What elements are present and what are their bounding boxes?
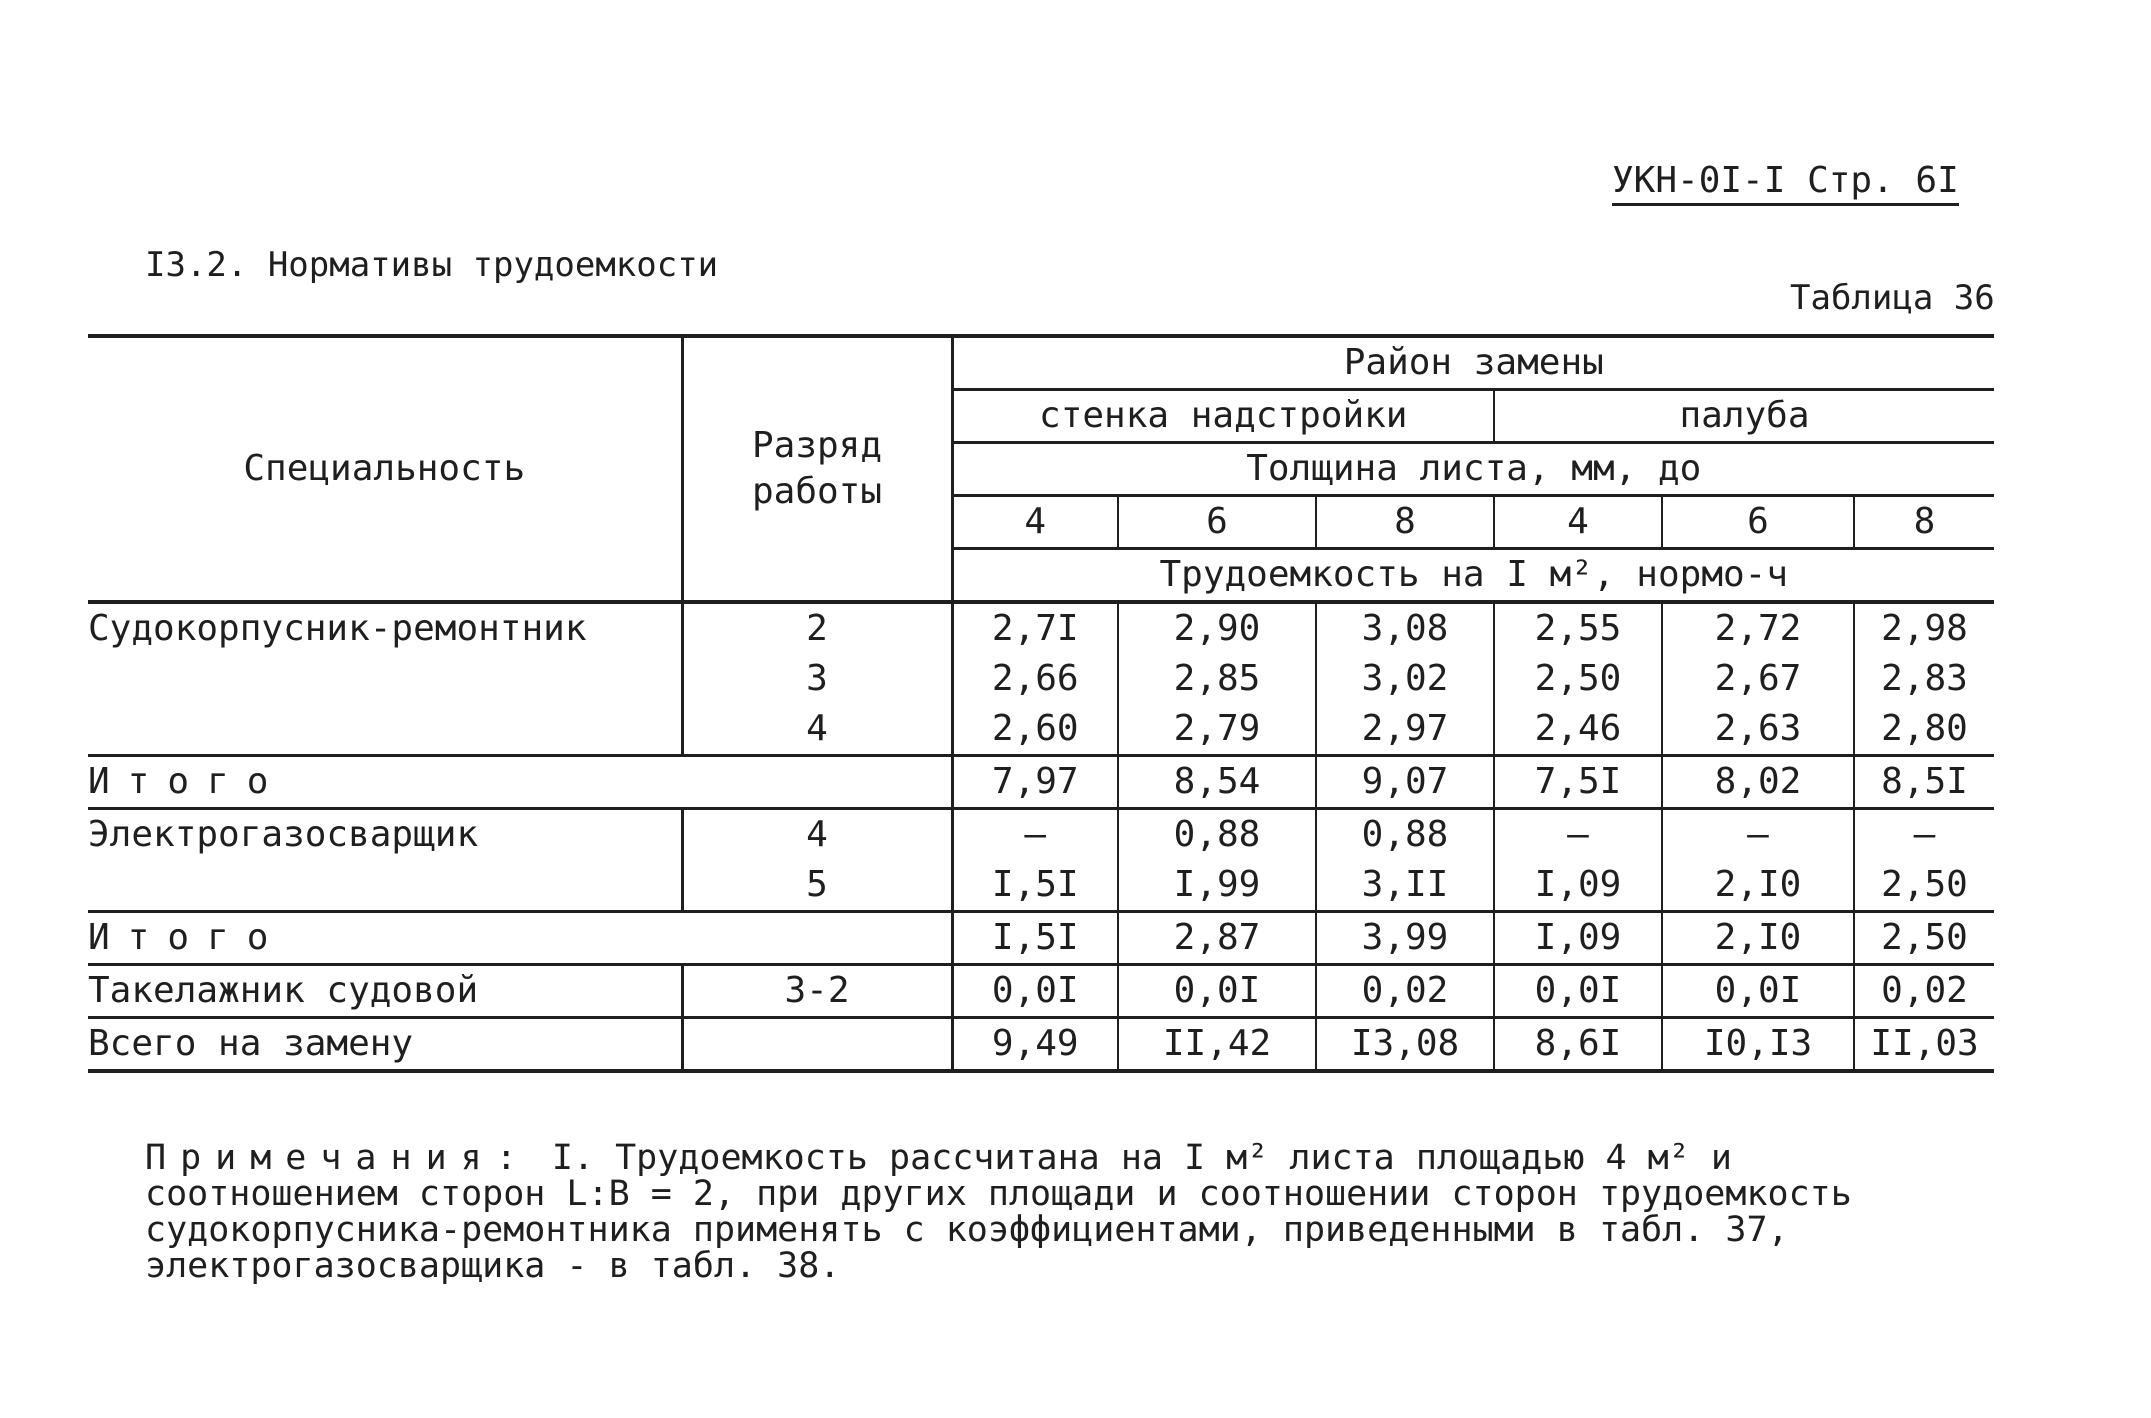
specialty-cell: Такелажник судовой <box>88 965 682 1018</box>
value-cell: 2,85 <box>1118 654 1316 704</box>
value-cell: 0,88 <box>1316 809 1494 861</box>
specialty-cell <box>88 860 682 912</box>
value-cell: 0,0I <box>1118 965 1316 1018</box>
grade-cell: 4 <box>682 704 952 756</box>
specialty-cell: Судокорпусник-ремонтник <box>88 602 682 654</box>
value-cell: 8,02 <box>1662 756 1854 809</box>
section-title: I3.2. Нормативы трудоемкости <box>145 245 719 285</box>
value-cell: 2,80 <box>1854 704 1994 756</box>
table-row <box>88 654 1994 704</box>
value-cell: 2,72 <box>1662 602 1854 654</box>
table-row <box>88 809 1994 861</box>
value-cell: 7,5I <box>1494 756 1662 809</box>
value-cell: 2,63 <box>1662 704 1854 756</box>
value-cell: 3,02 <box>1316 654 1494 704</box>
value-cell: 2,50 <box>1854 860 1994 912</box>
value-cell: – <box>1494 809 1662 861</box>
grade-cell: 4 <box>682 809 952 861</box>
value-cell: 2,79 <box>1118 704 1316 756</box>
value-cell: II,42 <box>1118 1018 1316 1072</box>
value-cell: 2,55 <box>1494 602 1662 654</box>
note <box>145 1140 1995 1284</box>
table-label: Таблица 36 <box>1790 278 1995 318</box>
value-cell: 0,0I <box>1494 965 1662 1018</box>
header-labor: Трудоемкость на I м², нормо-ч <box>952 549 1994 603</box>
value-cell: 0,02 <box>1854 965 1994 1018</box>
thickness-cell: 4 <box>952 496 1118 549</box>
header-wall: стенка надстройки <box>952 390 1494 443</box>
grade-cell: 3-2 <box>682 965 952 1018</box>
value-cell: 0,88 <box>1118 809 1316 861</box>
header-zone: Район замены <box>952 336 1994 390</box>
header-deck: палуба <box>1494 390 1994 443</box>
specialty-cell <box>88 654 682 704</box>
table-row <box>88 756 1994 809</box>
value-cell: – <box>952 809 1118 861</box>
value-cell: 9,49 <box>952 1018 1118 1072</box>
grade-cell <box>682 756 952 809</box>
grade-cell: 2 <box>682 602 952 654</box>
value-cell: 8,6I <box>1494 1018 1662 1072</box>
specialty-cell: Итого <box>88 756 682 809</box>
table-row <box>88 965 1994 1018</box>
value-cell: 9,07 <box>1316 756 1494 809</box>
value-cell: 2,90 <box>1118 602 1316 654</box>
table-row <box>88 704 1994 756</box>
value-cell: I,09 <box>1494 860 1662 912</box>
table-row <box>88 912 1994 965</box>
value-cell: 7,97 <box>952 756 1118 809</box>
value-cell: 2,50 <box>1854 912 1994 965</box>
specialty-cell <box>88 704 682 756</box>
header-thickness: Толщина листа, мм, до <box>952 443 1994 496</box>
value-cell: 2,87 <box>1118 912 1316 965</box>
value-cell: 2,I0 <box>1662 860 1854 912</box>
specialty-cell: Электрогазосварщик <box>88 809 682 861</box>
value-cell: I3,08 <box>1316 1018 1494 1072</box>
value-cell: 0,02 <box>1316 965 1494 1018</box>
thickness-cell: 8 <box>1316 496 1494 549</box>
table-row <box>88 1018 1994 1072</box>
value-cell: – <box>1854 809 1994 861</box>
specialty-cell: Итого <box>88 912 682 965</box>
header-specialty: Специальность <box>88 336 682 602</box>
table-row <box>88 860 1994 912</box>
value-cell: 2,46 <box>1494 704 1662 756</box>
labor-norms-table <box>88 334 1994 1073</box>
value-cell: 2,98 <box>1854 602 1994 654</box>
value-cell: – <box>1662 809 1854 861</box>
value-cell: 2,60 <box>952 704 1118 756</box>
thickness-cell: 6 <box>1118 496 1316 549</box>
value-cell: 2,50 <box>1494 654 1662 704</box>
table-row <box>88 602 1994 654</box>
note-label: Примечания: <box>145 1138 531 1178</box>
value-cell: 0,0I <box>1662 965 1854 1018</box>
value-cell: 8,54 <box>1118 756 1316 809</box>
value-cell: I,99 <box>1118 860 1316 912</box>
thickness-cell: 6 <box>1662 496 1854 549</box>
value-cell: 0,0I <box>952 965 1118 1018</box>
value-cell: I,5I <box>952 912 1118 965</box>
value-cell: II,03 <box>1854 1018 1994 1072</box>
specialty-cell: Всего на замену <box>88 1018 682 1072</box>
value-cell: 2,7I <box>952 602 1118 654</box>
value-cell: 2,97 <box>1316 704 1494 756</box>
grade-cell: 3 <box>682 654 952 704</box>
thickness-cell: 4 <box>1494 496 1662 549</box>
value-cell: I,5I <box>952 860 1118 912</box>
note-text: I. Трудоемкость рассчитана на I м² листа площадью 4 м² и соотношением сторон L:B = 2, при других площади и соотношении сторон трудоемкость судокорпусника-ремонтника применять с коэффициентами, приведенными в табл. 37, электрогазосварщика - в табл. 38. <box>145 1138 1852 1286</box>
document-code: УКН-0I-I Стр. 6I <box>1612 160 1959 206</box>
value-cell: 2,67 <box>1662 654 1854 704</box>
value-cell: I,09 <box>1494 912 1662 965</box>
value-cell: 2,66 <box>952 654 1118 704</box>
value-cell: 2,83 <box>1854 654 1994 704</box>
value-cell: I0,I3 <box>1662 1018 1854 1072</box>
grade-cell: 5 <box>682 860 952 912</box>
header-grade: Разряд работы <box>682 336 952 602</box>
grade-cell <box>682 1018 952 1072</box>
value-cell: 2,I0 <box>1662 912 1854 965</box>
thickness-cell: 8 <box>1854 496 1994 549</box>
value-cell: 3,II <box>1316 860 1494 912</box>
value-cell: 3,99 <box>1316 912 1494 965</box>
value-cell: 8,5I <box>1854 756 1994 809</box>
value-cell: 3,08 <box>1316 602 1494 654</box>
grade-cell <box>682 912 952 965</box>
